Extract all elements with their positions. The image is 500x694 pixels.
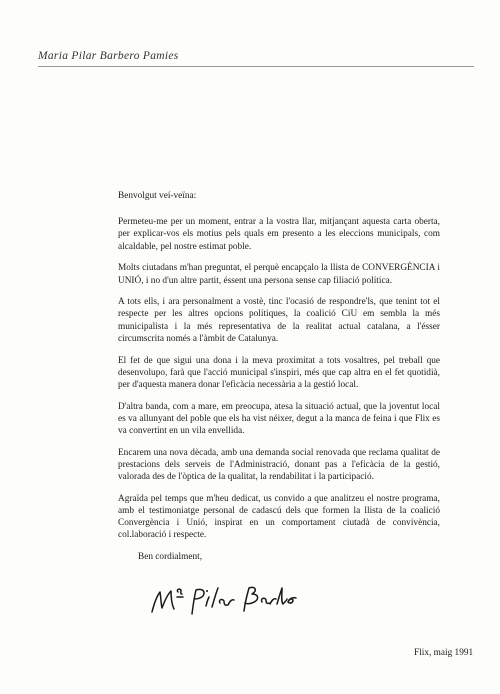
paragraph-5: D'altra banda, com a mare, em preocupa, atesa la situació actual, que la joventut local es va allunyant del poble que els ha vist néixer, degut a la manca de feina i que Flix es va convertint en un vila envellida. — [118, 401, 440, 437]
letterhead — [38, 50, 478, 67]
letter-body — [118, 190, 440, 551]
letterhead-rule — [38, 66, 474, 67]
paragraph-1: Permeteu-me per un moment, entrar a la vostra llar, mitjançant aquesta carta oberta, per explicar-vos els motius pels quals em presento a les eleccions municipals, com alcaldable, pel nostre estimat poble. — [118, 217, 440, 252]
paragraph-3: A tots ells, i ara personalment a vostè, tinc l'ocasió de respondre'ls, que tenint tot el respecte per les altres opcions polítiques, la coalició CiU em sembla la més municipalista i la més representativa de la realitat actual catalana, a l'ésser circumscrita només a l'àmbit de Catalunya. — [118, 297, 440, 344]
paragraph-2: Molts ciutadans m'han preguntat, el perquè encapçalo la llista de CONVERGÈNCIA i UNIÓ, i no d'un altre partit, éssent una persona sense cap filiació política. — [118, 263, 440, 286]
paragraph-7: Agraïda pel temps que m'heu dedicat, us convido a que analitzeu el nostre programa, amb el testimoniatge personal de cadascú dels que formen la llista de la coalició Convergència i Unió, inspirat en un comportament ciutadà de convivència, col.laboració i respecte. — [118, 493, 440, 541]
paragraph-4: El fet de que sigui una dona i la meva proximitat a tots vosaltres, pel treball que desenvolupo, farà que l'acció municipal s'inspiri, més que cap altra en el fet quotidià, per d'aquesta manera donar l'eficàcia necessària a la gestió local. — [118, 355, 440, 390]
closing: Ben cordialment, — [138, 552, 203, 562]
handwritten-signature — [148, 578, 298, 622]
paragraph-6: Encarem una nova dècada, amb una demanda social renovada que reclama qualitat de prestacions dels serveis de l'Administració, donant pas a l'eficàcia de la gestió, valorada des de l'òptica de la qualitat, la rendabilitat i la participació. — [118, 447, 440, 483]
letterhead-name: Maria Pilar Barbero Pamies — [38, 50, 179, 62]
salutation: Benvolgut veí-veïna: — [118, 191, 197, 201]
place-date: Flix, maig 1991 — [414, 648, 474, 658]
